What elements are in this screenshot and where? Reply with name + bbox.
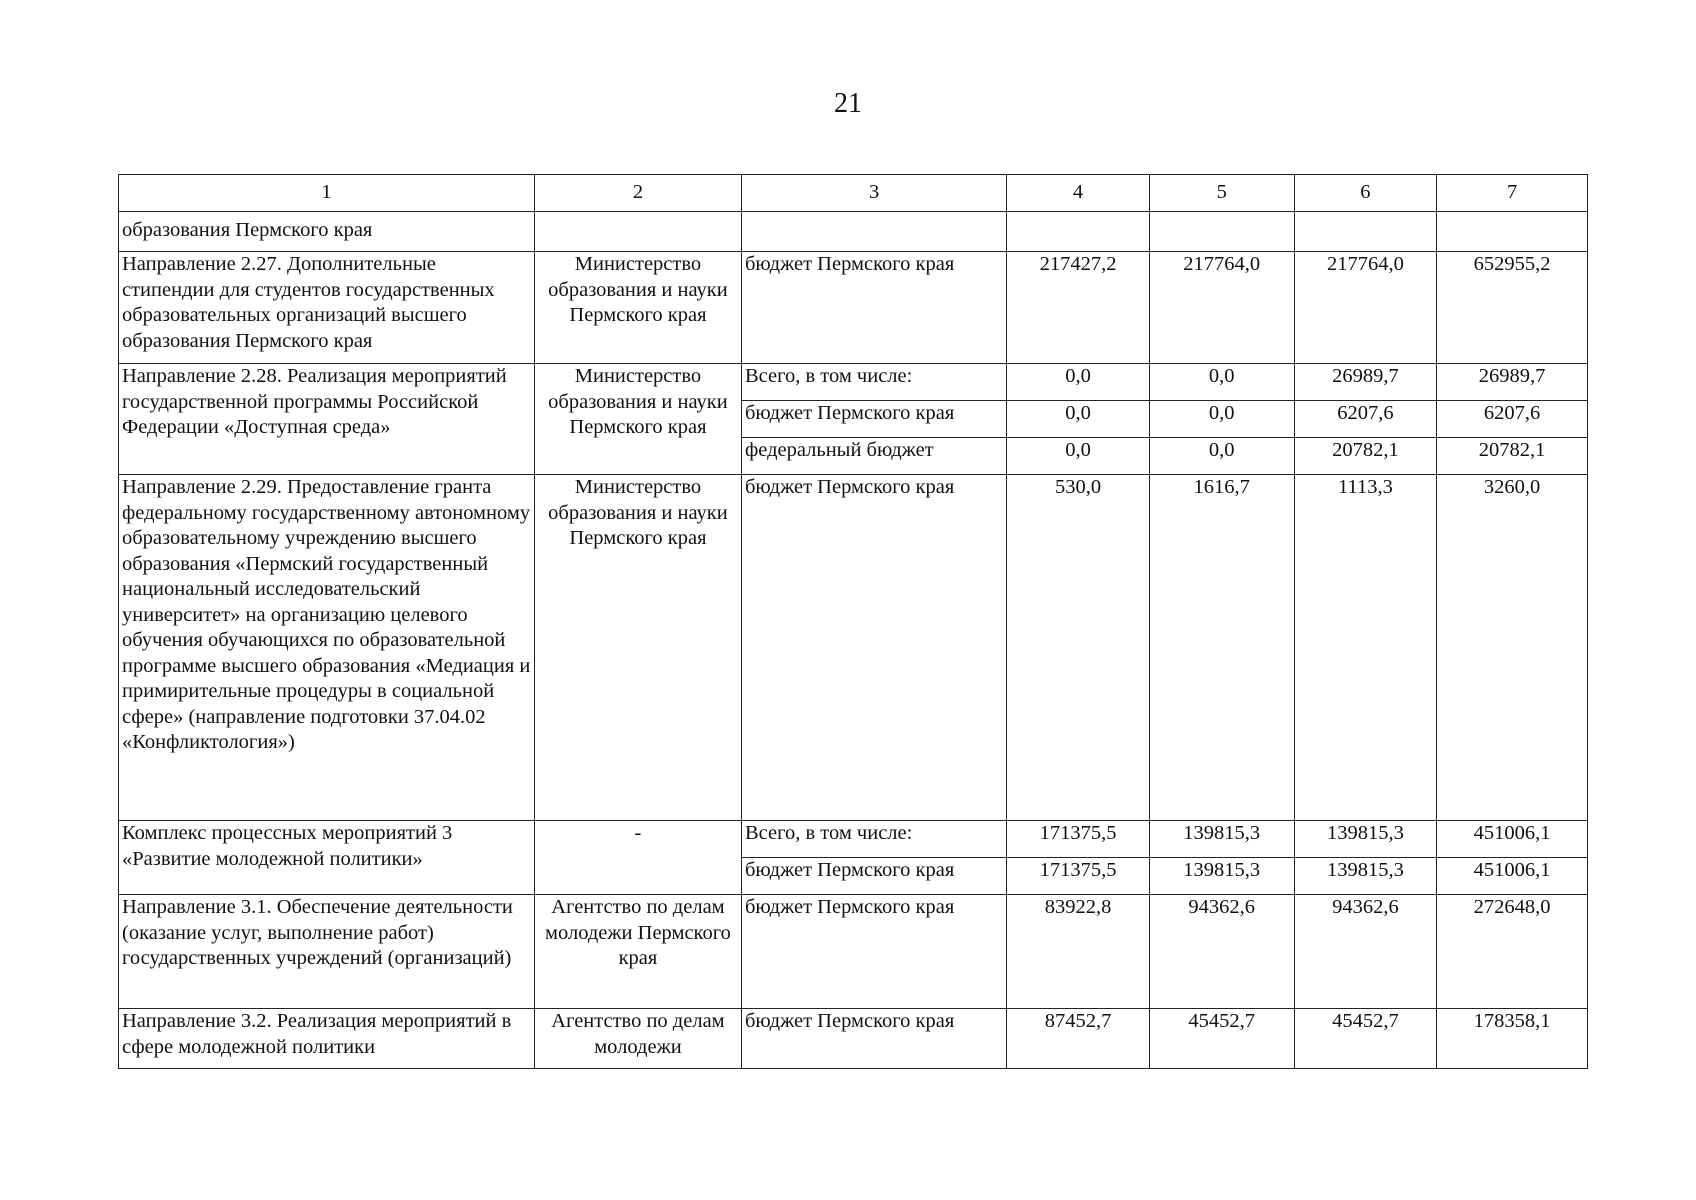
value-cell-4: 87452,7: [1007, 1009, 1150, 1069]
value-cell-6: 45452,7: [1294, 1009, 1437, 1069]
measure-name-cell: Направление 2.27. Дополнительные стипендии для студентов государственных образовательных организаций высшего образования Пермского края: [119, 252, 535, 364]
column-header-7: 7: [1437, 175, 1588, 212]
value-cell-7: 272648,0: [1437, 895, 1588, 1009]
value-cell-7: 451006,1: [1437, 858, 1588, 895]
value-cell-4: 217427,2: [1007, 252, 1150, 364]
value-cell-5: 139815,3: [1149, 821, 1294, 858]
funding-source-cell: бюджет Пермского края: [741, 475, 1006, 821]
value-cell-4: 83922,8: [1007, 895, 1150, 1009]
value-cell-6: 1113,3: [1294, 475, 1437, 821]
header-row: [119, 175, 1588, 212]
value-cell-6: 20782,1: [1294, 438, 1437, 475]
agency-cell: [534, 212, 741, 252]
agency-cell: -: [534, 821, 741, 895]
table-row-2-29: [119, 475, 1588, 821]
value-cell-4: 171375,5: [1007, 858, 1150, 895]
value-cell-4: 0,0: [1007, 364, 1150, 401]
funding-source-cell: бюджет Пермского края: [741, 252, 1006, 364]
value-cell-5: 139815,3: [1149, 858, 1294, 895]
funding-source-cell: бюджет Пермского края: [741, 895, 1006, 1009]
value-cell-6: 139815,3: [1294, 821, 1437, 858]
agency-cell: Министерство образования и науки Пермского края: [534, 252, 741, 364]
value-cell-4: [1007, 212, 1150, 252]
agency-cell: Агентство по делам молодежи Пермского края: [534, 895, 741, 1009]
measure-name-cell: Направление 3.1. Обеспечение деятельности (оказание услуг, выполнение работ) государственных учреждений (организаций): [119, 895, 535, 1009]
page-number: 21: [834, 88, 862, 119]
value-cell-6: 6207,6: [1294, 401, 1437, 438]
value-cell-6: 217764,0: [1294, 252, 1437, 364]
value-cell-4: 530,0: [1007, 475, 1150, 821]
agency-cell: Агентство по делам молодежи: [534, 1009, 741, 1069]
table-row-2-28: [119, 364, 1588, 401]
value-cell-5: 45452,7: [1149, 1009, 1294, 1069]
value-cell-7: 451006,1: [1437, 821, 1588, 858]
value-cell-7: [1437, 212, 1588, 252]
measure-name-cell: Направление 2.28. Реализация мероприятий государственной программы Российской Федерации «Доступная среда»: [119, 364, 535, 475]
value-cell-5: 94362,6: [1149, 895, 1294, 1009]
value-cell-4: 171375,5: [1007, 821, 1150, 858]
column-header-2: 2: [534, 175, 741, 212]
funding-source-cell: Всего, в том числе:: [741, 821, 1006, 858]
value-cell-5: 0,0: [1149, 401, 1294, 438]
budget-table: [118, 174, 1588, 1069]
measure-name-cell: Комплекс процессных мероприятий 3 «Развитие молодежной политики»: [119, 821, 535, 895]
agency-cell: Министерство образования и науки Пермского края: [534, 364, 741, 475]
value-cell-5: 0,0: [1149, 438, 1294, 475]
measure-name-cell: Направление 3.2. Реализация мероприятий в сфере молодежной политики: [119, 1009, 535, 1069]
funding-source-cell: бюджет Пермского края: [741, 401, 1006, 438]
value-cell-6: 26989,7: [1294, 364, 1437, 401]
table-row-3-2: [119, 1009, 1588, 1069]
measure-name-cell: образования Пермского края: [119, 212, 535, 252]
value-cell-5: 0,0: [1149, 364, 1294, 401]
table-row-3-1: [119, 895, 1588, 1009]
value-cell-5: [1149, 212, 1294, 252]
value-cell-5: 217764,0: [1149, 252, 1294, 364]
column-header-1: 1: [119, 175, 535, 212]
value-cell-6: 139815,3: [1294, 858, 1437, 895]
column-header-3: 3: [741, 175, 1006, 212]
table-row-2-27: [119, 252, 1588, 364]
funding-source-cell: Всего, в том числе:: [741, 364, 1006, 401]
funding-source-cell: [741, 212, 1006, 252]
table-row-complex-3: [119, 821, 1588, 858]
value-cell-6: [1294, 212, 1437, 252]
value-cell-6: 94362,6: [1294, 895, 1437, 1009]
table-row-continuation: [119, 212, 1588, 252]
value-cell-7: 178358,1: [1437, 1009, 1588, 1069]
column-header-4: 4: [1007, 175, 1150, 212]
value-cell-7: 6207,6: [1437, 401, 1588, 438]
value-cell-4: 0,0: [1007, 438, 1150, 475]
value-cell-7: 20782,1: [1437, 438, 1588, 475]
funding-source-cell: бюджет Пермского края: [741, 1009, 1006, 1069]
value-cell-7: 652955,2: [1437, 252, 1588, 364]
value-cell-7: 3260,0: [1437, 475, 1588, 821]
column-header-6: 6: [1294, 175, 1437, 212]
value-cell-7: 26989,7: [1437, 364, 1588, 401]
funding-source-cell: бюджет Пермского края: [741, 858, 1006, 895]
value-cell-5: 1616,7: [1149, 475, 1294, 821]
value-cell-4: 0,0: [1007, 401, 1150, 438]
column-header-5: 5: [1149, 175, 1294, 212]
funding-source-cell: федеральный бюджет: [741, 438, 1006, 475]
measure-name-cell: Направление 2.29. Предоставление гранта федеральному государственному автономному образовательному учреждению высшего образования «Пермский государственный национальный исследовательский университет» на организацию целевого обучения обучающихся по образовательной программе высшего образования «Медиация и примирительные процедуры в социальной сфере» (направление подготовки 37.04.02 «Конфликтология»): [119, 475, 535, 821]
agency-cell: Министерство образования и науки Пермского края: [534, 475, 741, 821]
